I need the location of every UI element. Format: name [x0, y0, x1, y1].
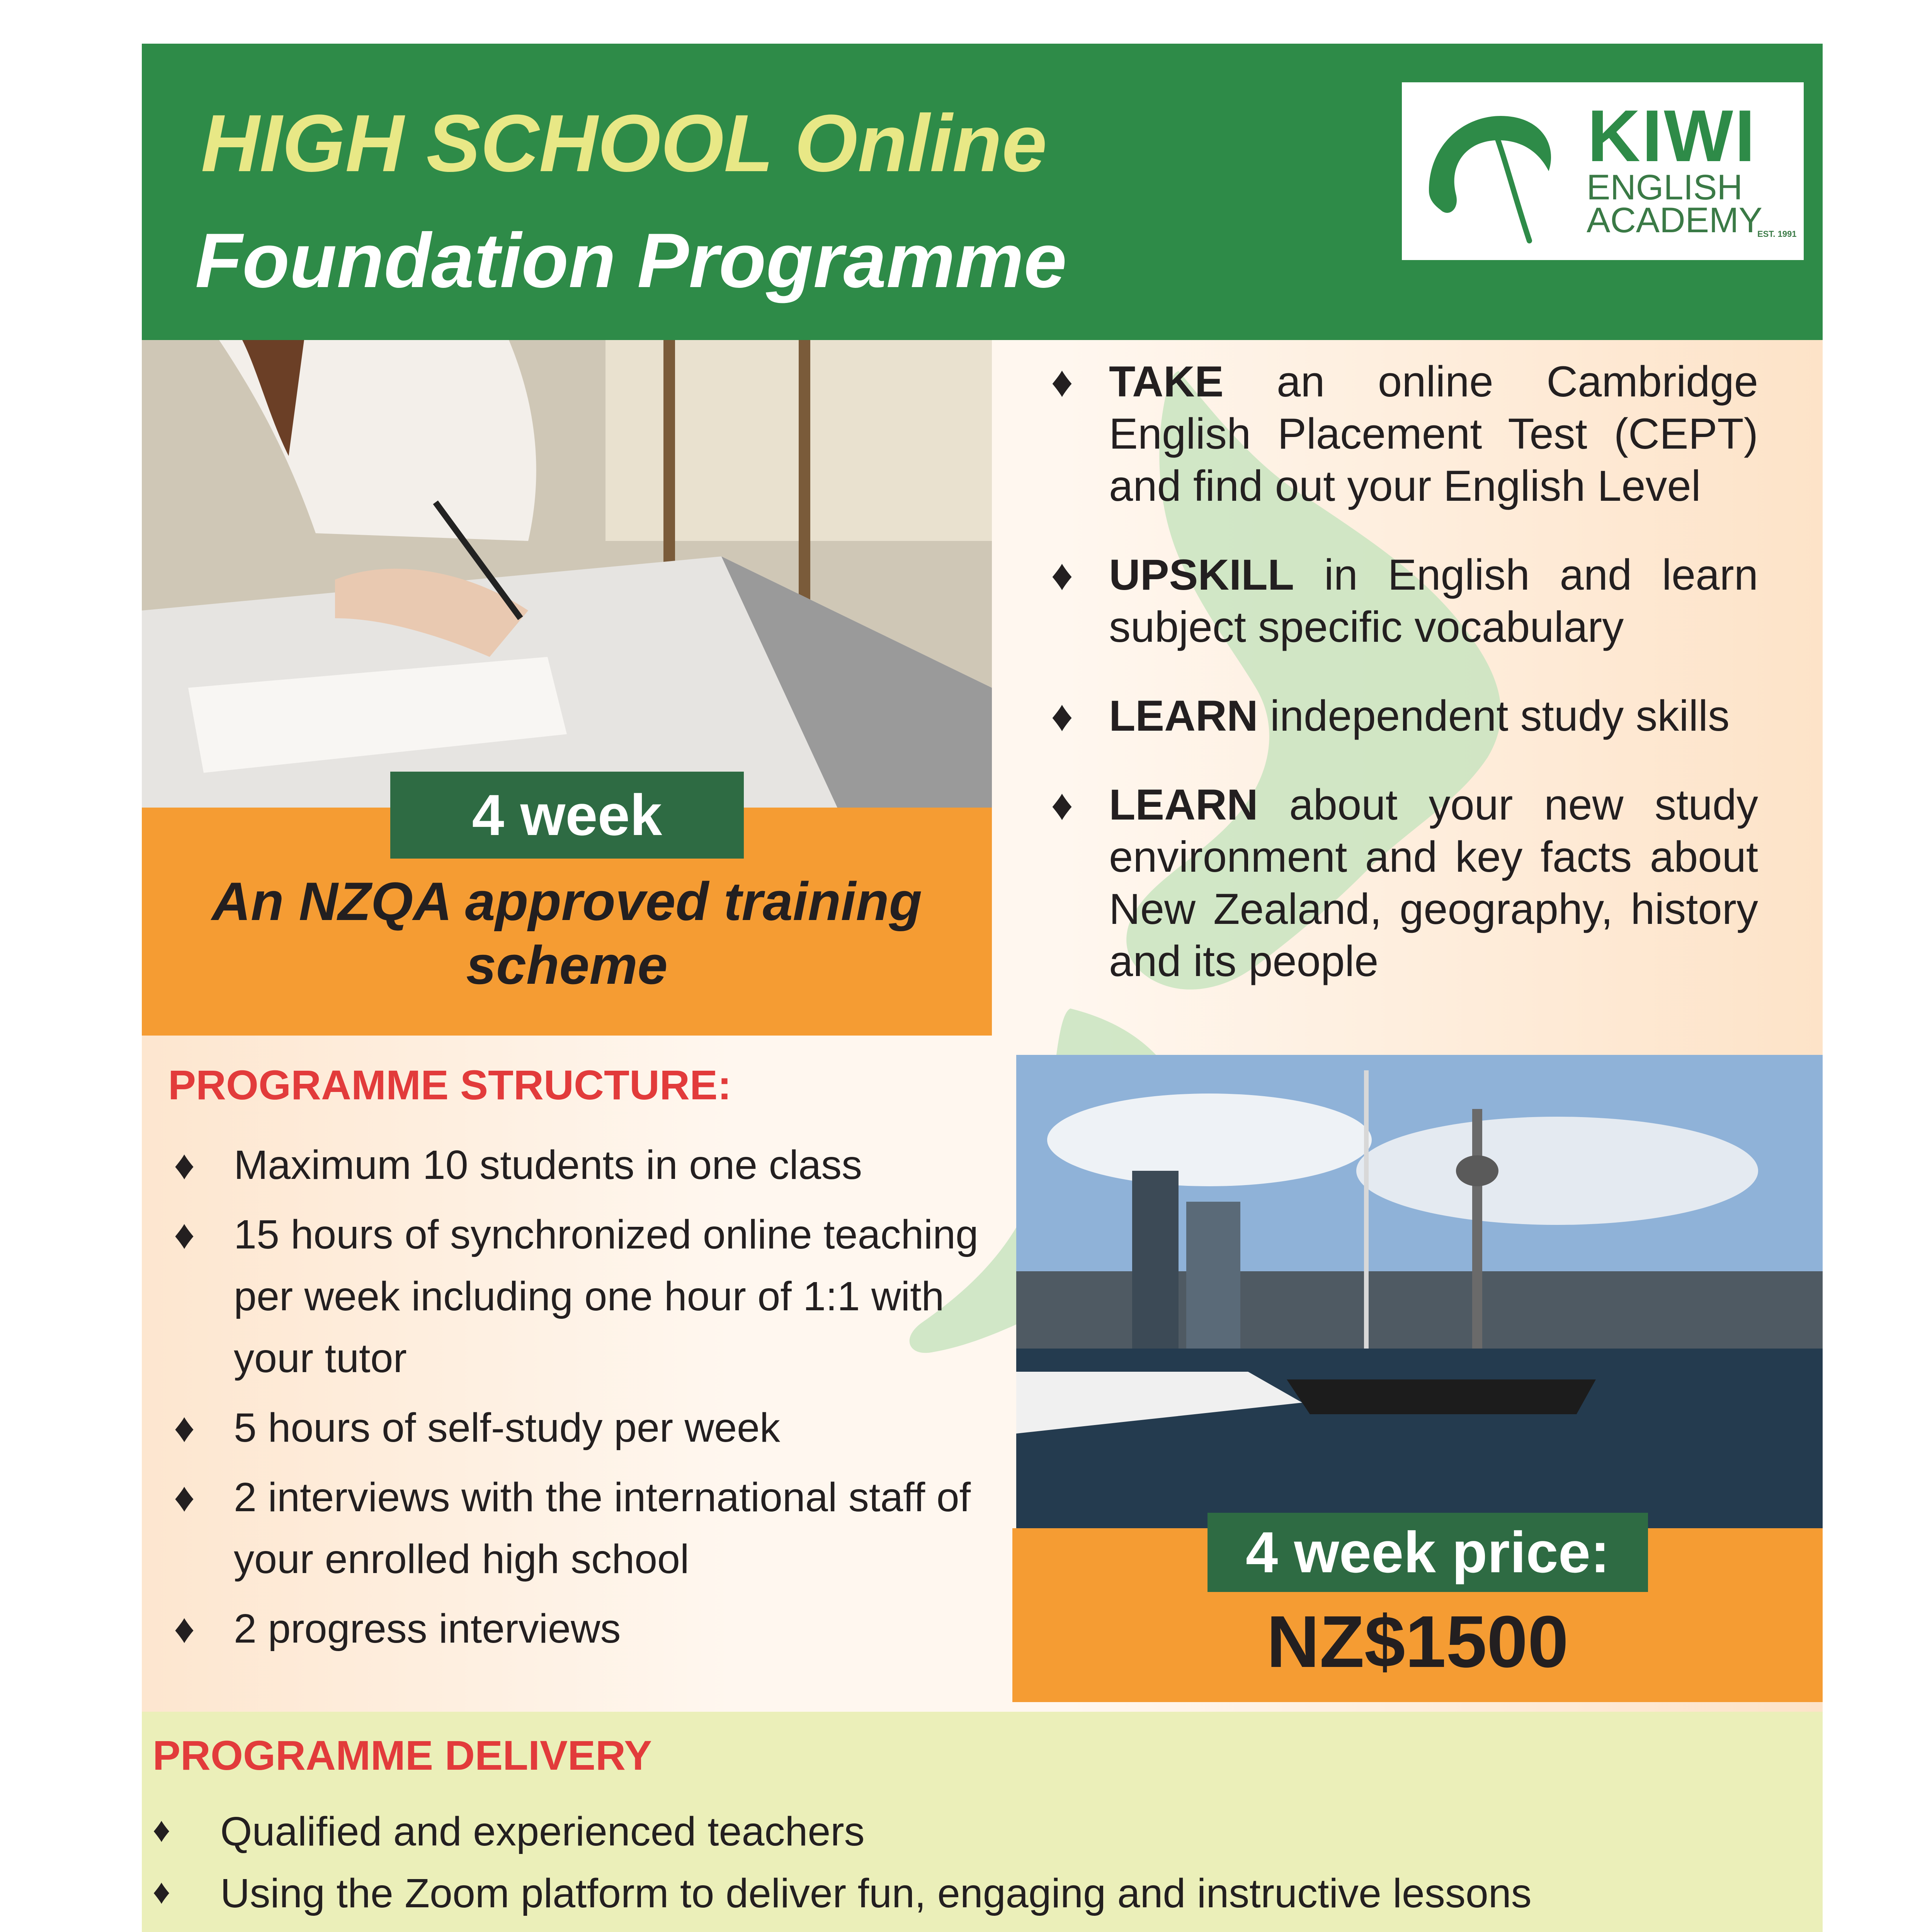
auckland-harbour-illustration [1016, 1055, 1823, 1528]
delivery-item-text: Qualified and experienced teachers [220, 1809, 865, 1854]
list-item [174, 1204, 985, 1389]
highlight-keyword: LEARN [1109, 692, 1258, 740]
list-item [174, 1466, 985, 1590]
highlight-text: in English and learn subject specific vocabulary [1109, 551, 1758, 651]
highlight-keyword: TAKE [1109, 357, 1224, 406]
highlight-text: about your new study environment and key facts about New Zealand, geography, history and its people [1109, 781, 1758, 985]
auckland-harbour-photo [1016, 1055, 1823, 1528]
programme-delivery-title: PROGRAMME DELIVERY [153, 1732, 652, 1779]
highlight-keyword: LEARN [1109, 781, 1258, 829]
diamond-bullet-icon: ♦ [153, 1811, 170, 1849]
title-line-1: HIGH SCHOOL Online [201, 98, 1047, 189]
structure-item-text: 5 hours of self-study per week [234, 1405, 781, 1451]
list-item [1051, 355, 1758, 512]
logo-established: EST. 1991 [1757, 229, 1797, 239]
logo-english: ENGLISH [1587, 168, 1743, 207]
list-item [1051, 690, 1758, 742]
list-item [153, 1862, 1776, 1924]
programme-delivery-panel [142, 1712, 1823, 1932]
diamond-bullet-icon: ♦ [174, 1142, 195, 1188]
highlight-keyword: UPSKILL [1109, 551, 1294, 599]
programme-structure-title: PROGRAMME STRUCTURE: [168, 1061, 731, 1108]
nzqa-text: An NZQA approved training scheme [211, 871, 922, 995]
diamond-bullet-icon: ♦ [1051, 692, 1073, 740]
programme-structure-list [174, 1134, 985, 1667]
structure-item-text: 15 hours of synchronized online teaching per week including one hour of 1:1 with your tutor [234, 1212, 978, 1381]
list-item [1051, 779, 1758, 987]
price-label: 4 week price: [1208, 1513, 1648, 1592]
highlight-text: an online Cambridge English Placement Test (CEPT) and find out your English Level [1109, 357, 1758, 510]
diamond-bullet-icon: ♦ [174, 1405, 195, 1451]
list-item [174, 1397, 985, 1459]
logo-brand: KIWI [1587, 95, 1757, 177]
structure-item-text: 2 progress interviews [234, 1606, 621, 1651]
student-writing-illustration [142, 340, 992, 808]
kiwi-bird-icon [1413, 94, 1560, 248]
delivery-item-text: Using the Zoom platform to deliver fun, engaging and instructive lessons [220, 1871, 1532, 1916]
list-item [153, 1801, 1776, 1862]
list-item [1051, 549, 1758, 653]
kiwi-logo [1402, 82, 1804, 260]
list-item [174, 1598, 985, 1660]
highlight-text: independent study skills [1258, 692, 1730, 740]
diamond-bullet-icon: ♦ [1051, 357, 1073, 406]
highlights-list [1051, 355, 1758, 1024]
diamond-bullet-icon [153, 1923, 170, 1932]
price-value: NZ$1500 [1266, 1601, 1569, 1683]
programme-delivery-list [153, 1801, 1776, 1932]
diamond-bullet-icon: ♦ [174, 1475, 195, 1520]
title-line-2: Foundation Programme [195, 218, 1067, 304]
structure-item-text: Maximum 10 students in one class [234, 1142, 862, 1188]
duration-badge: 4 week [390, 772, 744, 859]
list-item [174, 1134, 985, 1196]
diamond-bullet-icon: ♦ [174, 1606, 195, 1651]
list-item [153, 1924, 1776, 1932]
diamond-bullet-icon: ♦ [1051, 551, 1073, 599]
structure-item-text: 2 interviews with the international staff of your enrolled high school [234, 1475, 971, 1582]
student-writing-photo [142, 340, 992, 808]
logo-academy: ACADEMY [1587, 201, 1762, 240]
diamond-bullet-icon: ♦ [1051, 781, 1073, 829]
diamond-bullet-icon: ♦ [174, 1212, 195, 1257]
diamond-bullet-icon: ♦ [153, 1872, 170, 1911]
